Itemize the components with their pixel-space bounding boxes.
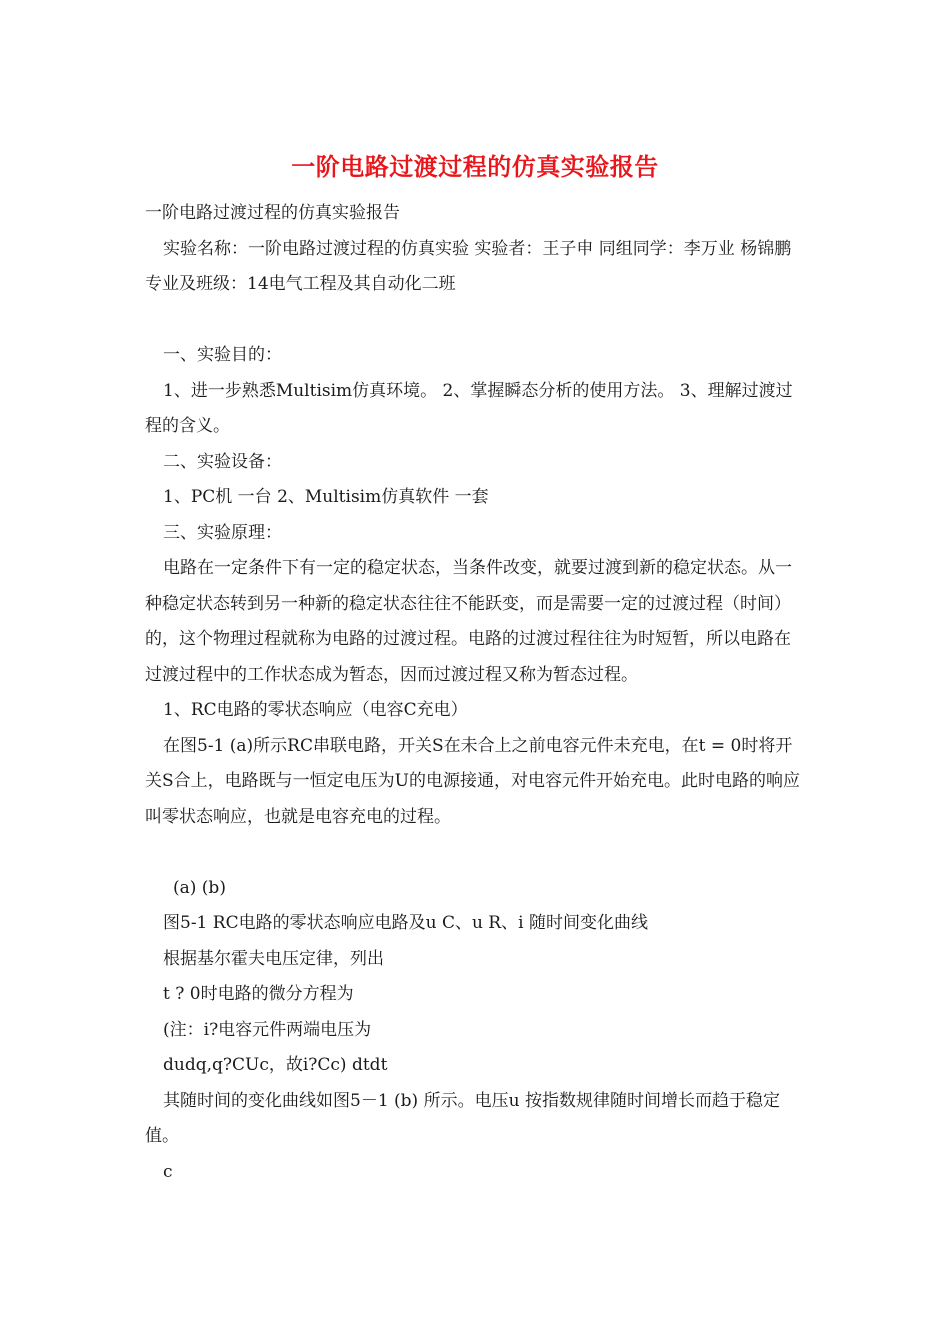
section-heading-equipment: 二、实验设备：	[163, 451, 282, 472]
subtitle-paragraph: 一阶电路过渡过程的仿真实验报告	[145, 203, 400, 223]
differential-equation-paragraph: t ? 0时电路的微分方程为	[163, 984, 354, 1004]
formula-paragraph: dudq,q?CUc，故i?Cc) dtdt	[163, 1055, 388, 1075]
purpose-paragraph: 1、进一步熟悉Multisim仿真环境。 2、掌握瞬态分析的使用方法。 3、理解过渡过程的含义。	[145, 380, 793, 436]
note-paragraph: (注：i?电容元件两端电压为	[163, 1019, 372, 1040]
section-heading-purpose: 一、实验目的：	[163, 345, 282, 365]
document-title: 一阶电路过渡过程的仿真实验报告	[291, 152, 659, 181]
equipment-paragraph: 1、PC机 一台 2、Multisim仿真软件 一套	[163, 487, 489, 507]
principle-paragraph: 电路在一定条件下有一定的稳定状态，当条件改变，就要过渡到新的稳定状态。从一种稳定状态转到另一种新的稳定状态往往不能跃变，而是需要一定的过渡过程（时间）的，这个物理过程就称为电路的过渡过程。电路的过渡过程往往为时短暂，所以电路在过渡过程中的工作状态成为暂态，因而过渡过程又称为暂态过程。	[145, 558, 792, 685]
rc-subheading: 1、RC电路的零状态响应（电容C充电）	[163, 700, 468, 720]
rc-description-paragraph: 在图5-1 (a)所示RC串联电路，开关S在未合上之前电容元件未充电，在t = 0时将开关S合上，电路既与一恒定电压为U的电源接通，对电容元件开始充电。此时电路的响应叫零状态响应，也就是电容充电的过程。	[145, 735, 800, 827]
spacer	[145, 303, 807, 339]
curve-description-paragraph: 其随时间的变化曲线如图5－1 (b) 所示。电压u 按指数规律随时间增长而趋于稳定值。	[145, 1090, 780, 1146]
experiment-info-paragraph: 实验名称：一阶电路过渡过程的仿真实验 实验者：王子申 同组同学：李万业 杨锦鹏 专业及班级：14电气工程及其自动化二班	[145, 238, 792, 294]
spacer	[145, 835, 807, 871]
document-body	[145, 196, 807, 1190]
figure-caption: 图5-1 RC电路的零状态响应电路及u C、u R、i 随时间变化曲线	[163, 913, 648, 933]
kvl-paragraph: 根据基尔霍夫电压定律，列出	[163, 948, 384, 969]
section-heading-principle: 三、实验原理：	[163, 522, 282, 543]
trailing-fragment: c	[163, 1161, 173, 1182]
figure-panel-labels: (a) (b)	[173, 877, 226, 898]
